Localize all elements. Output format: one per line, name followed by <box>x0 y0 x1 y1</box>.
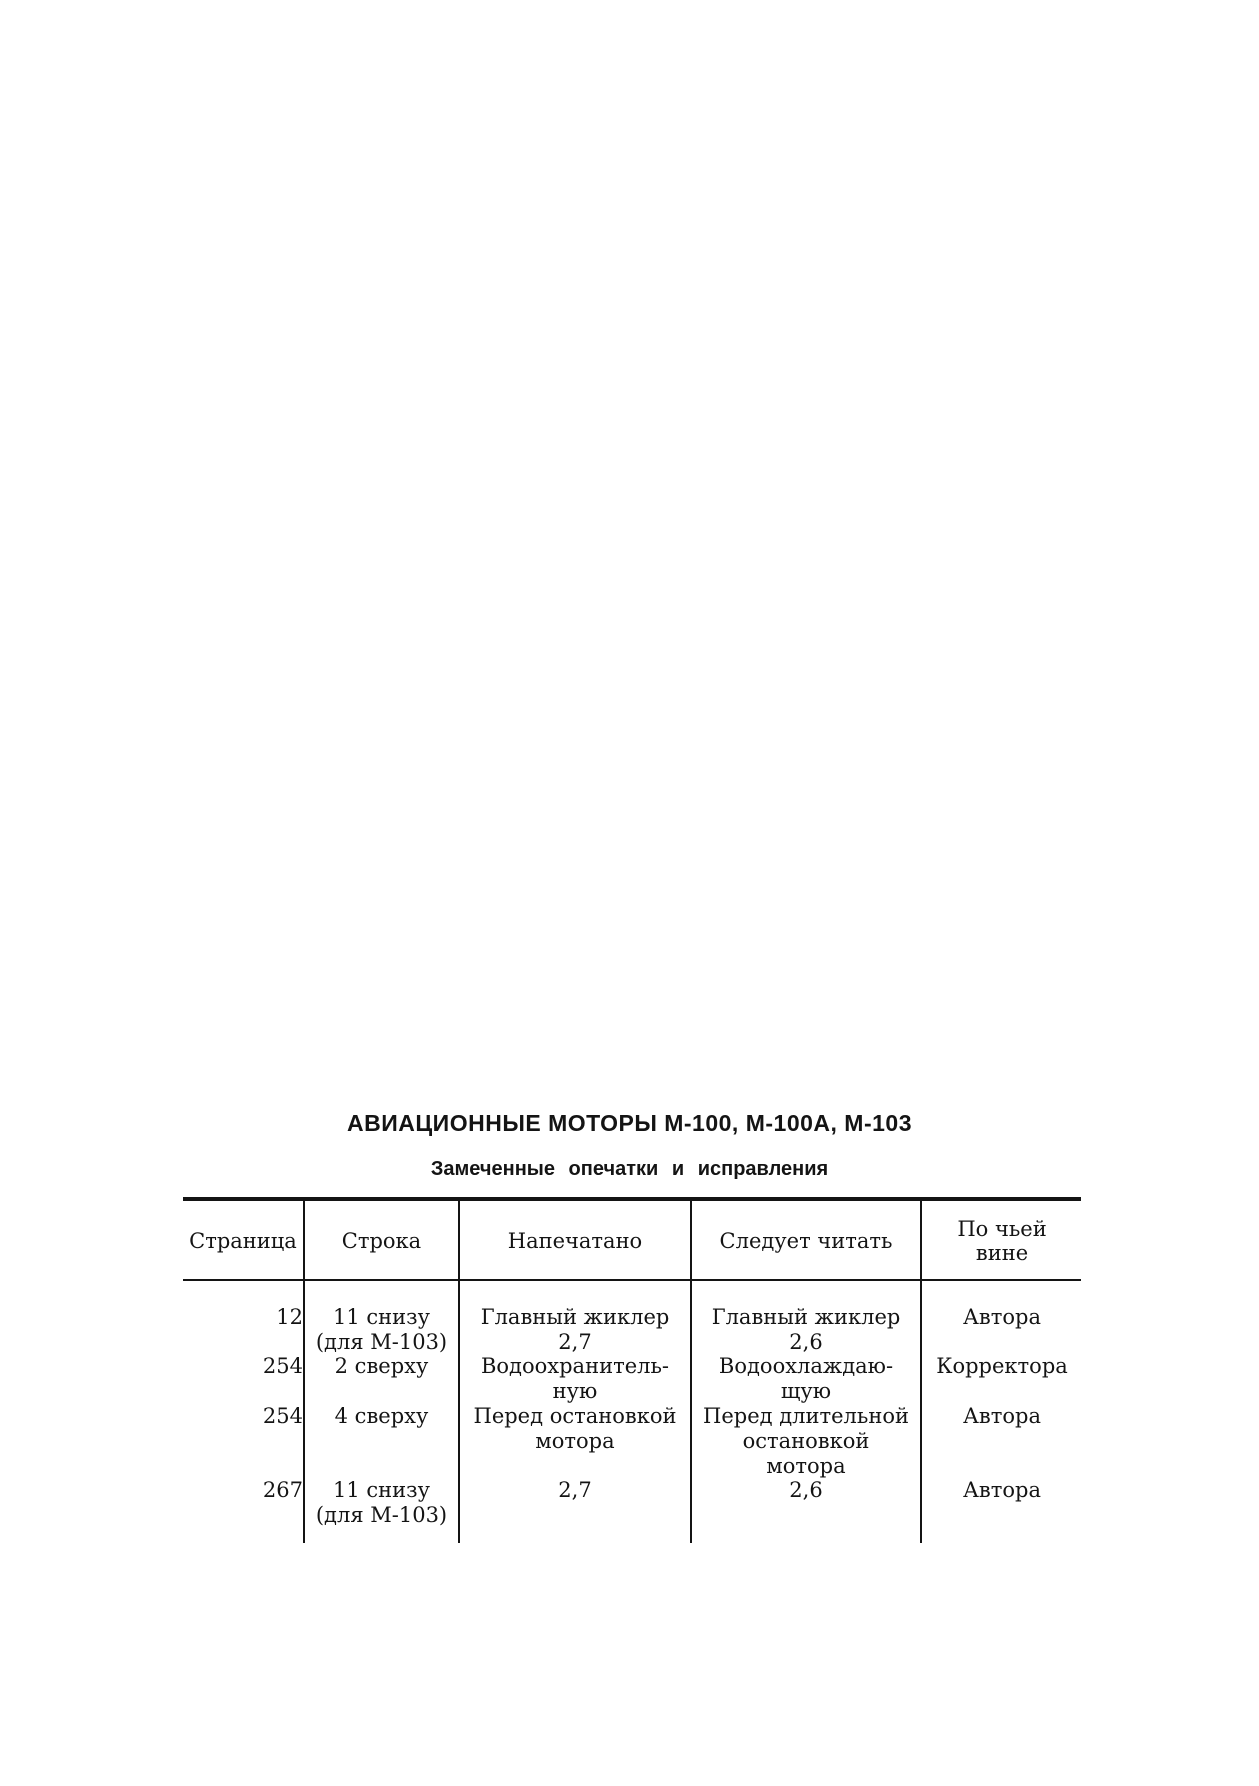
table-header-rule <box>183 1279 1081 1281</box>
document-subtitle: Замеченные опечатки и исправления <box>430 1158 829 1180</box>
cell-printed: Перед остановкой <box>473 1404 677 1428</box>
cell-printed: ную <box>552 1379 598 1403</box>
table-header-line <box>305 1202 458 1279</box>
cell-printed: 2,7 <box>558 1478 592 1502</box>
cell-should-read: Главный жиклер <box>711 1305 901 1329</box>
table-header-fault-label: По чьей <box>957 1216 1047 1241</box>
table-header-fault-label: вине <box>975 1240 1029 1265</box>
table-header-should-read <box>692 1202 920 1279</box>
cell-should-read: 2,6 <box>789 1478 823 1502</box>
cell-line: (для М-103) <box>315 1503 448 1527</box>
table-top-rule <box>183 1197 1081 1201</box>
cell-printed: 2,7 <box>558 1330 592 1354</box>
table-header-fault <box>922 1202 1082 1279</box>
cell-fault: Автора <box>963 1305 1041 1329</box>
cell-page: 12 <box>276 1305 303 1329</box>
cell-page: 254 <box>262 1404 303 1428</box>
cell-should-read: 2,6 <box>789 1330 823 1354</box>
cell-line: 4 сверху <box>334 1404 429 1428</box>
cell-printed: Водоохранитель- <box>480 1354 669 1378</box>
table-header-page-label: Страница <box>189 1228 297 1253</box>
cell-line: 11 снизу <box>333 1305 430 1329</box>
document-title: АВИАЦИОННЫЕ МОТОРЫ М-100, М-100А, М-103 <box>347 1110 912 1136</box>
cell-fault: Автора <box>963 1404 1041 1428</box>
table-header-should-read-label: Следует читать <box>719 1228 893 1253</box>
table-header-printed <box>460 1202 690 1279</box>
cell-page: 267 <box>262 1478 303 1502</box>
cell-line: (для М-103) <box>315 1330 448 1354</box>
cell-printed: мотора <box>535 1429 615 1453</box>
cell-should-read: Перед длительной <box>703 1404 909 1428</box>
cell-should-read: щую <box>780 1379 832 1403</box>
cell-page: 254 <box>262 1354 303 1378</box>
cell-fault: Автора <box>963 1478 1041 1502</box>
cell-should-read: мотора <box>766 1454 846 1478</box>
cell-line: 2 сверху <box>334 1354 429 1378</box>
table-header-page <box>183 1202 303 1279</box>
cell-fault: Корректора <box>936 1354 1068 1378</box>
table-header-line-label: Строка <box>341 1228 422 1253</box>
cell-line: 11 снизу <box>333 1478 430 1502</box>
cell-should-read: остановкой <box>742 1429 870 1453</box>
cell-printed: Главный жиклер <box>480 1305 670 1329</box>
table-header-printed-label: Напечатано <box>507 1228 643 1253</box>
cell-should-read: Водоохлаждаю- <box>718 1354 894 1378</box>
